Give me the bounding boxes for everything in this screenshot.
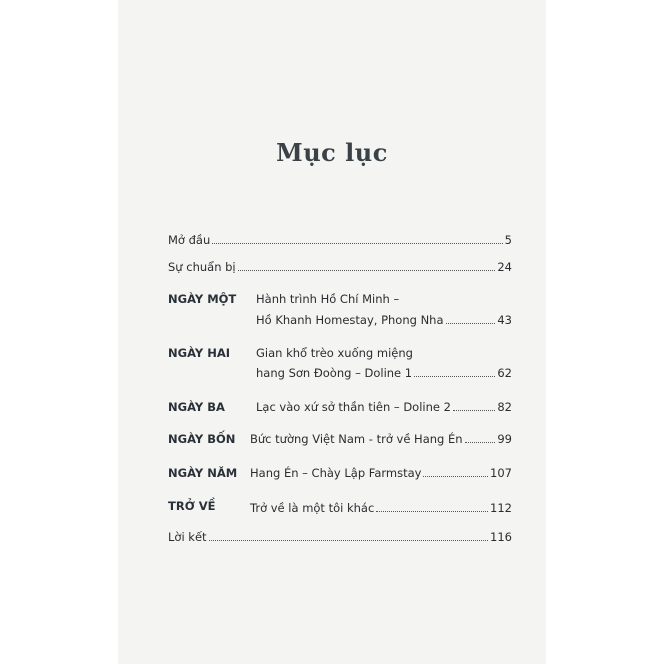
day-label-3: NGÀY BA [168, 400, 225, 414]
dot-leader [212, 242, 502, 244]
toc-page-number: 107 [490, 466, 512, 480]
toc-entry-text: Hành trình Hồ Chí Minh – [256, 292, 400, 306]
day-label-1: NGÀY MỘT [168, 292, 237, 306]
toc-entry-back [250, 501, 512, 515]
toc-entry-outro [168, 530, 512, 544]
toc-entry-text: Gian khổ trèo xuống miệng [256, 346, 413, 360]
toc-page-number: 99 [497, 432, 512, 446]
toc-entry-text: Lạc vào xứ sở thần tiên – Doline 2 [256, 400, 451, 414]
book-page [118, 0, 546, 664]
dot-leader [423, 475, 488, 477]
page-title: Mục lục [276, 138, 388, 167]
toc-entry-text: hang Sơn Đoòng – Doline 1 [256, 366, 413, 380]
toc-page-number: 116 [490, 530, 512, 544]
dot-leader [238, 269, 496, 271]
dot-leader [414, 375, 495, 377]
day-label-4: NGÀY BỐN [168, 432, 236, 446]
toc-entry-day2 [256, 366, 512, 380]
toc-page-number: 82 [497, 400, 512, 414]
toc-entry-day1 [256, 313, 512, 327]
toc-entry-prep [168, 260, 512, 274]
day-label-back: TRỞ VỀ [168, 499, 216, 513]
toc-page-number: 43 [497, 313, 512, 327]
toc-page-number: 62 [497, 366, 512, 380]
day-label-2: NGÀY HAI [168, 346, 230, 360]
toc-entry-text: Trở về là một tôi khác [250, 501, 375, 515]
day-label-5: NGÀY NĂM [168, 466, 238, 480]
toc-page-number: 24 [497, 260, 512, 274]
toc-page-number: 5 [504, 233, 512, 247]
dot-leader [465, 441, 496, 443]
toc-entry-day4 [250, 432, 512, 446]
toc-page-number: 112 [490, 501, 512, 515]
toc-entry-text: Hồ Khanh Homestay, Phong Nha [256, 313, 444, 327]
toc-entry-text: Lời kết [168, 530, 207, 544]
dot-leader [376, 510, 488, 512]
toc-entry-text: Bức tường Việt Nam - trở về Hang Én [250, 432, 463, 446]
dot-leader [453, 409, 495, 411]
toc-entry-day3 [256, 400, 512, 414]
dot-leader [446, 322, 496, 324]
toc-entry-day5 [250, 466, 512, 480]
dot-leader [209, 539, 489, 541]
toc-entry-text: Sự chuẩn bị [168, 260, 236, 274]
toc-entry-text: Hang Én – Chày Lập Farmstay [250, 466, 422, 480]
toc-entry-text: Mở đầu [168, 233, 211, 247]
toc-entry-intro [168, 233, 512, 247]
